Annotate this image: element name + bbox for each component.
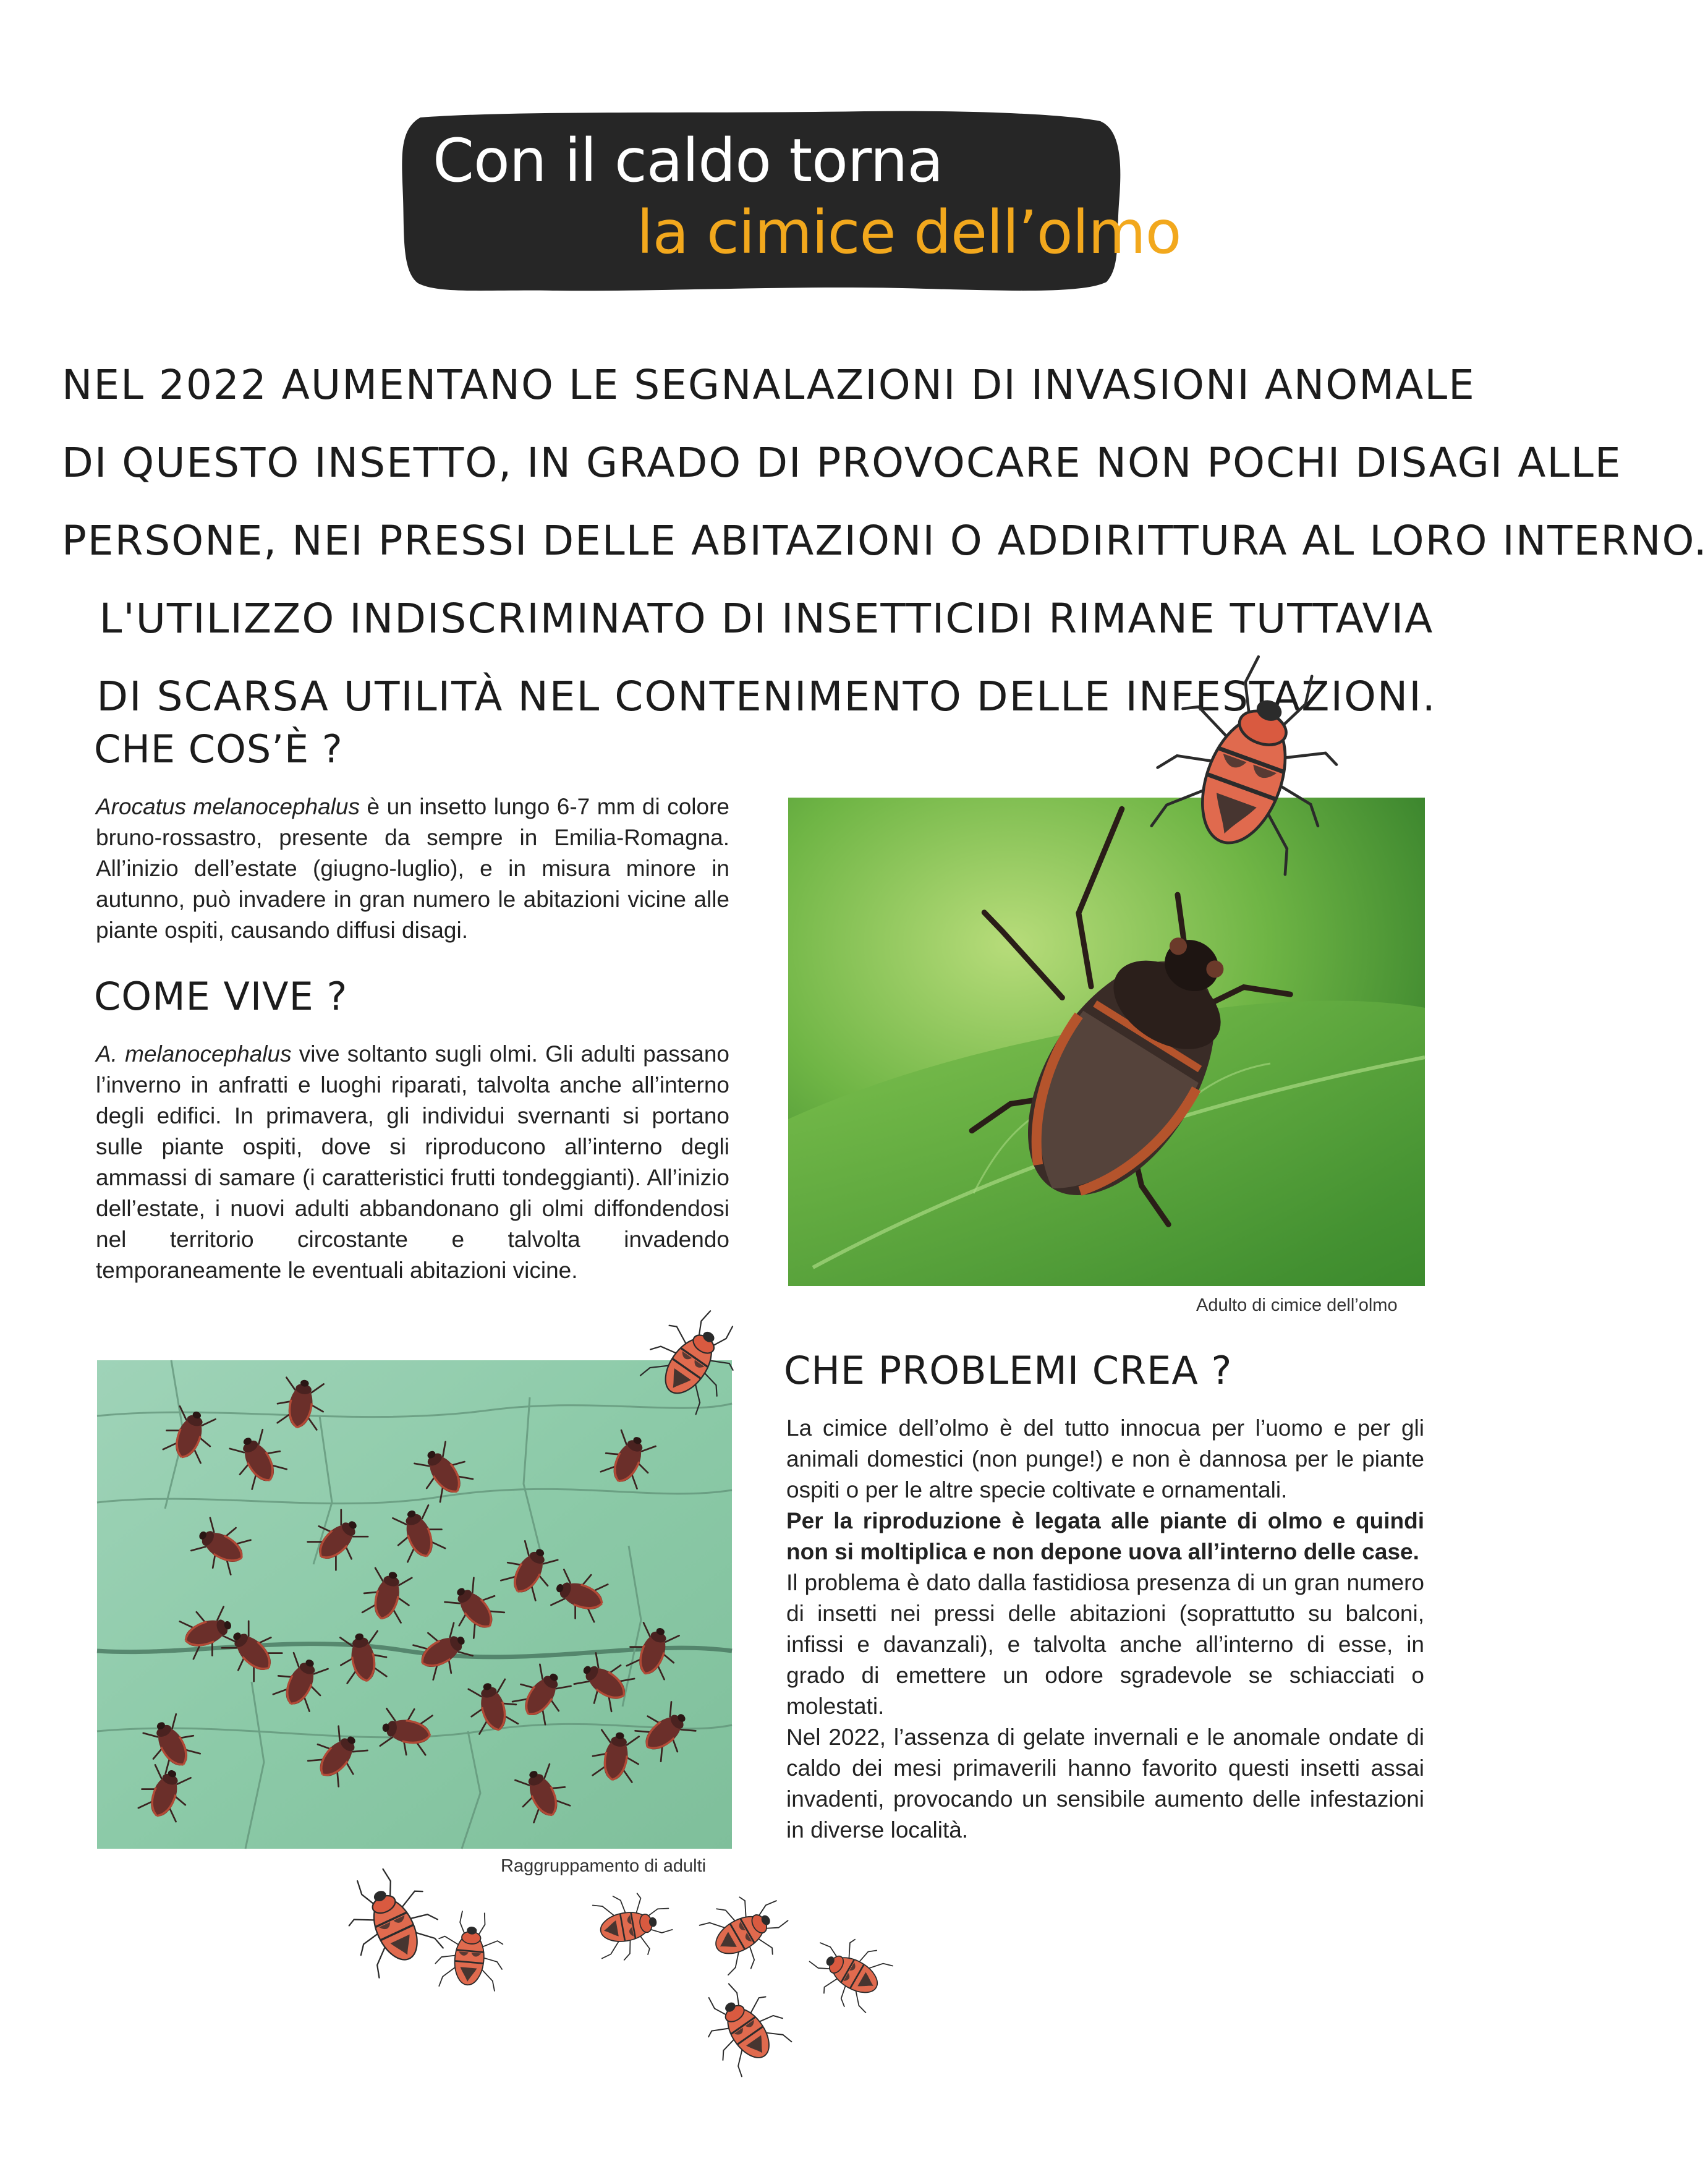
lead-line: L'UTILIZZO INDISCRIMINATO DI INSETTICIDI RIMANE TUTTAVIA bbox=[99, 595, 1434, 642]
illustrated-bug-icon bbox=[637, 1302, 748, 1419]
body-paragraph: Il problema è dato dalla fastidiosa presenza di un gran numero di insetti nei pressi delle abitazioni (soprattutto su balconi, infissi e davanzali), e talvolta anche all’interno di esse, in grado di emettere un odore sgradevole se schiacciati o molestati. bbox=[786, 1570, 1424, 1719]
adult-photo-caption: Adulto di cimice dell’olmo bbox=[1196, 1295, 1398, 1315]
species-name: Arocatus melanocephalus bbox=[96, 794, 360, 819]
section-body-how bbox=[96, 1039, 729, 1286]
lead-line: PERSONE, NEI PRESSI DELLE ABITAZIONI O ADDIRITTURA AL LORO INTERNO. bbox=[62, 517, 1708, 565]
body-paragraph-bold: Per la riproduzione è legata alle piante di olmo e quindi non si moltiplica e non depone uova all’interno delle case. bbox=[786, 1508, 1424, 1564]
lead-line: DI SCARSA UTILITÀ NEL CONTENIMENTO DELLE INFESTAZIONI. bbox=[96, 673, 1437, 720]
body-text: vive soltanto sugli olmi. Gli adulti passano l’inverno in anfratti e luoghi riparati, talvolta anche all’interno degli edifici. In primavera, gli individui svernanti si portano sulle piante ospiti, dove si riproducono all’interno degli ammassi di samare (i caratteristici frutti tondeggianti). All’inizio dell’estate, i nuovi adulti abbandonano gli olmi diffondendosi nel territorio circostante e talvolta invadendo temporaneamente le eventuali abitazioni vicine. bbox=[96, 1041, 730, 1283]
illustrated-bug-icon bbox=[785, 1923, 915, 2022]
illustrated-bug-icon bbox=[423, 1895, 516, 2013]
section-heading-problems: CHE PROBLEMI CREA ? bbox=[784, 1348, 1233, 1393]
body-text: è un insetto lungo 6-7 mm di colore bruno-rossastro, presente da sempre in Emilia-Romagna. All’inizio dell’estate (giugno-luglio), e in misura minore in autunno, può invadere in gran numero le abitazioni vicine alle piante ospiti, causando diffusi disagi. bbox=[96, 794, 729, 943]
illustrated-bug-icon bbox=[689, 1880, 801, 1985]
title-banner bbox=[396, 105, 1181, 297]
section-heading-how: COME VIVE ? bbox=[94, 974, 348, 1019]
section-body-problems bbox=[786, 1413, 1424, 1846]
illustrated-bug-icon bbox=[1156, 665, 1341, 869]
illustrated-bug-icon bbox=[689, 1972, 801, 2084]
body-paragraph: Nel 2022, l’assenza di gelate invernali e le anomale ondate di caldo dei mesi primaverili hanno favorito questi insetti assai invadenti, provocando un sensibile aumento delle infestazioni in diverse località. bbox=[786, 1724, 1424, 1843]
species-name: A. melanocephalus bbox=[96, 1041, 292, 1067]
adult-bug-photo bbox=[788, 798, 1425, 1286]
section-body-what bbox=[96, 791, 729, 946]
title-line-2: la cimice dell’olmo bbox=[637, 198, 1181, 267]
group-photo-caption: Raggruppamento di adulti bbox=[501, 1856, 707, 1876]
title-line-1: Con il caldo torna bbox=[433, 126, 943, 195]
group-bugs-photo bbox=[97, 1360, 732, 1849]
illustrated-bug-icon bbox=[569, 1877, 692, 1975]
body-paragraph: La cimice dell’olmo è del tutto innocua per l’uomo e per gli animali domestici (non punge!) e non è dannosa per le piante ospiti o per le altre specie coltivate e ornamentali. bbox=[786, 1415, 1424, 1502]
lead-line: DI QUESTO INSETTO, IN GRADO DI PROVOCARE NON POCHI DISAGI ALLE bbox=[62, 439, 1622, 487]
lead-line: NEL 2022 AUMENTANO LE SEGNALAZIONI DI INVASIONI ANOMALE bbox=[62, 361, 1476, 409]
section-heading-what: CHE COS’È ? bbox=[94, 727, 343, 772]
